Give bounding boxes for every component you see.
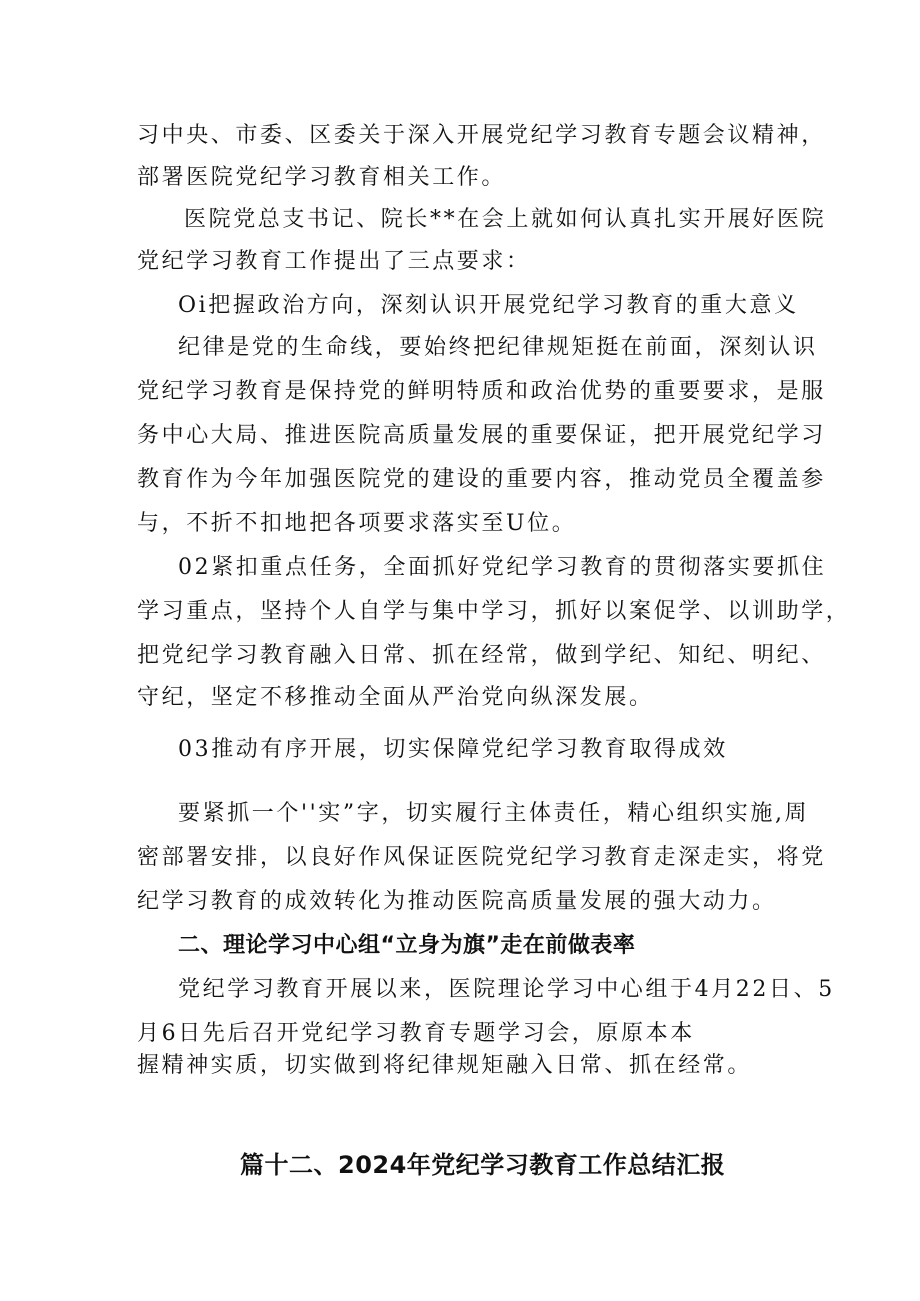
- p4-line-2: 学习重点，坚持个人自学与集中学习，抓好以案促学、以训助学，: [137, 599, 851, 624]
- next-article-title: 篇十二、2024年党纪学习教育工作总结汇报: [240, 1151, 726, 1179]
- p4-line-4: 守纪，坚定不移推动全面从严治党向纵深发展。: [137, 685, 654, 710]
- point-3-heading: 03推动有序开展，切实保障党纪学习教育取得成效: [178, 737, 728, 762]
- p3-line-5: 与，不折不扣地把各项要求落实至U位。: [137, 511, 577, 536]
- p5-line-1: 要紧抓一个''实”字，切实履行主体责任，精心组织实施,周: [178, 801, 810, 826]
- p6-line-3: 握精神实质，切实做到将纪律规矩融入日常、抓在经常。: [137, 1053, 753, 1078]
- p4-line-3: 把党纪学习教育融入日常、抓在经常，做到学纪、知纪、明纪、: [137, 643, 826, 668]
- p4-line-1: 02紧扣重点任务，全面抓好党纪学习教育的贯彻落实要抓住: [178, 555, 827, 580]
- p6-line-1: 党纪学习教育开展以来，医院理论学习中心组于4月22日、5: [178, 977, 835, 1002]
- p3-line-3: 务中心大局、推进医院高质量发展的重要保证，把开展党纪学习: [137, 423, 826, 448]
- p2-line-1: 医院党总支书记、院长**在会上就如何认真扎实开展好医院: [184, 207, 827, 232]
- p3-line-1: 纪律是党的生命线，要始终把纪律规矩挺在前面，深刻认识: [178, 335, 818, 360]
- section-2-heading: 二、理论学习中心组“立身为旗”走在前做表率: [178, 933, 636, 958]
- p3-line-2: 党纪学习教育是保持党的鲜明特质和政治优势的重要要求，是服: [137, 379, 826, 404]
- p3-line-4: 教育作为今年加强医院党的建设的重要内容，推动党员全覆盖参: [137, 467, 826, 492]
- p1-line-2: 部署医院党纪学习教育相关工作。: [137, 165, 507, 190]
- p1-line-1: 习中央、市委、区委关于深入开展党纪学习教育专题会议精神，: [137, 123, 826, 148]
- p6-line-2: 月6日先后召开党纪学习教育专题学习会，原原本本: [137, 1021, 695, 1046]
- p5-line-3: 纪学习教育的成效转化为推动医院高质量发展的强大动力。: [137, 889, 777, 914]
- p5-line-2: 密部署安排，以良好作风保证医院党纪学习教育走深走实，将党: [137, 845, 826, 870]
- p2-line-2: 党纪学习教育工作提出了三点要求：: [137, 249, 531, 274]
- point-1-heading: Oi把握政治方向，深刻认识开展党纪学习教育的重大意义: [178, 293, 799, 318]
